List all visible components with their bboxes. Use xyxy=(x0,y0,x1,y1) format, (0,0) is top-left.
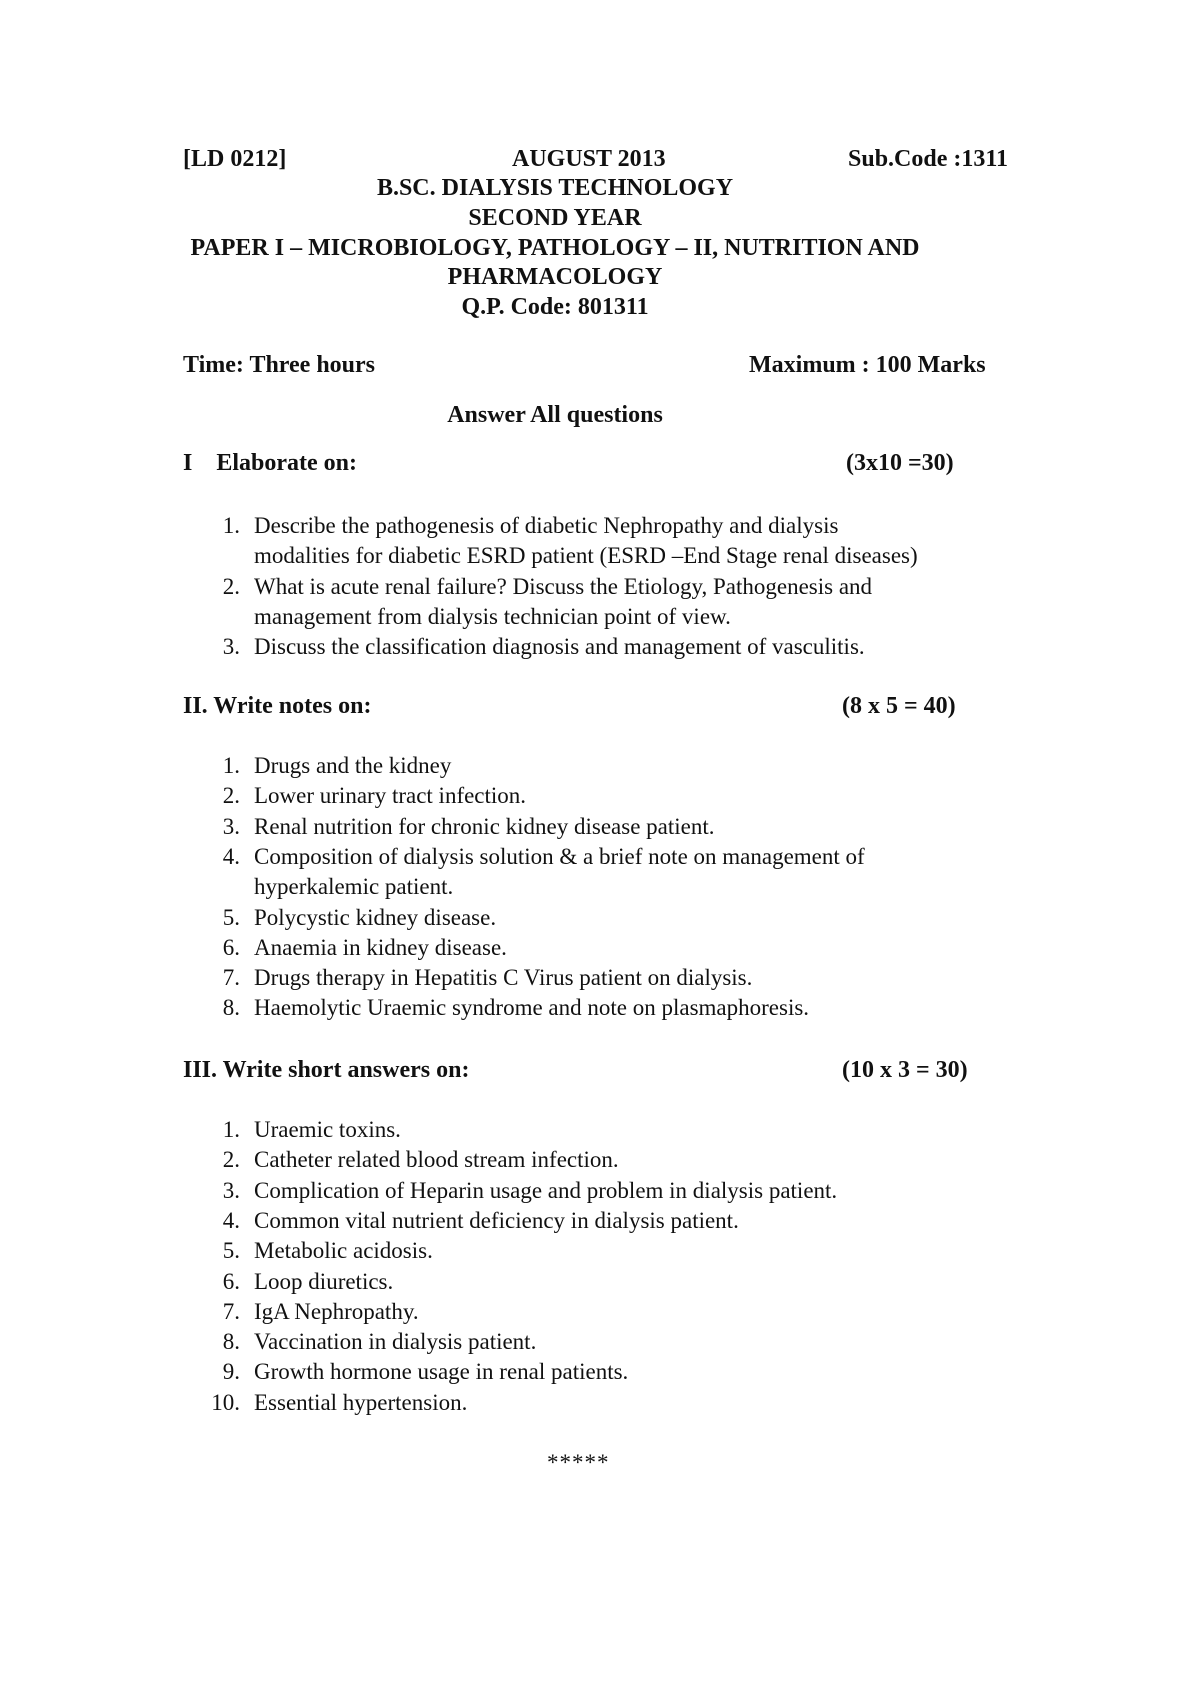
section-title: III. Write short answers on: xyxy=(183,1057,470,1083)
question-number: 2. xyxy=(222,783,240,809)
question-text: Vaccination in dialysis patient. xyxy=(254,1329,537,1355)
question-number: 4. xyxy=(222,843,240,869)
question-number: 8. xyxy=(222,1329,240,1355)
question-number: 10. xyxy=(211,1389,240,1415)
question-text: What is acute renal failure? Discuss the Etiology, Pathogenesis and xyxy=(254,573,873,599)
question-text: Complication of Heparin usage and problem in dialysis patient. xyxy=(254,1177,838,1203)
question-number: 5. xyxy=(222,904,240,930)
question-text: modalities for diabetic ESRD patient (ESRD –End Stage renal diseases) xyxy=(254,543,918,569)
question-text: IgA Nephropathy. xyxy=(254,1298,419,1324)
paper-ref: [LD 0212] xyxy=(183,146,287,172)
qp-code: Q.P. Code: 801311 xyxy=(461,294,649,320)
question-number: 2. xyxy=(222,1147,240,1173)
question-number: 1. xyxy=(222,753,240,778)
course-title: B.SC. DIALYSIS TECHNOLOGY xyxy=(376,175,734,201)
question-number: 6. xyxy=(222,934,240,960)
question-text: Haemolytic Uraemic syndrome and note on plasmaphoresis. xyxy=(254,995,810,1021)
question-text: Growth hormone usage in renal patients. xyxy=(254,1359,629,1385)
question-number: 4. xyxy=(222,1207,240,1233)
section-marks: (3x10 =30) xyxy=(846,450,954,476)
question-text: Composition of dialysis solution & a brief note on management of xyxy=(254,843,865,869)
exam-month-year: AUGUST 2013 xyxy=(512,146,666,172)
question-text: management from dialysis technician point of view. xyxy=(254,603,731,629)
question-text: Loop diuretics. xyxy=(254,1268,394,1294)
question-text: Drugs therapy in Hepatitis C Virus patient on dialysis. xyxy=(254,965,753,991)
question-number: 1. xyxy=(222,513,240,538)
end-of-paper-mark: ***** xyxy=(547,1450,610,1475)
question-text: Renal nutrition for chronic kidney disease patient. xyxy=(254,813,715,839)
question-text: Describe the pathogenesis of diabetic Nephropathy and dialysis xyxy=(254,513,839,538)
question-text: Drugs and the kidney xyxy=(254,753,452,778)
question-text: Uraemic toxins. xyxy=(254,1117,401,1142)
question-number: 3. xyxy=(222,1177,240,1203)
question-text: Anaemia in kidney disease. xyxy=(254,934,507,960)
question-text: Essential hypertension. xyxy=(254,1389,468,1415)
section-title: I Elaborate on: xyxy=(183,450,357,476)
question-number: 8. xyxy=(222,995,240,1021)
section-marks: (8 x 5 = 40) xyxy=(842,693,956,719)
paper-title-line2: PHARMACOLOGY xyxy=(447,264,663,290)
question-text: hyperkalemic patient. xyxy=(254,874,454,900)
maximum-marks: Maximum : 100 Marks xyxy=(749,352,986,378)
subject-code: Sub.Code :1311 xyxy=(848,146,1009,172)
question-number: 9. xyxy=(222,1359,240,1385)
question-number: 7. xyxy=(222,1298,240,1324)
question-number: 7. xyxy=(222,965,240,991)
question-number: 5. xyxy=(222,1238,240,1264)
section-marks: (10 x 3 = 30) xyxy=(842,1057,968,1083)
question-text: Discuss the classification diagnosis and management of vasculitis. xyxy=(254,634,865,660)
question-number: 1. xyxy=(222,1117,240,1142)
exam-time: Time: Three hours xyxy=(183,352,376,378)
section-title: II. Write notes on: xyxy=(183,693,372,719)
question-text: Polycystic kidney disease. xyxy=(254,904,497,930)
question-number: 2. xyxy=(222,573,240,599)
course-year: SECOND YEAR xyxy=(468,205,642,231)
question-number: 3. xyxy=(222,634,240,660)
question-text: Common vital nutrient deficiency in dialysis patient. xyxy=(254,1207,739,1233)
question-text: Metabolic acidosis. xyxy=(254,1238,433,1264)
instruction: Answer All questions xyxy=(447,402,663,428)
paper-title-line1: PAPER I – MICROBIOLOGY, PATHOLOGY – II, NUTRITION AND xyxy=(190,235,920,261)
question-number: 3. xyxy=(222,813,240,839)
question-text: Catheter related blood stream infection. xyxy=(254,1147,619,1173)
question-number: 6. xyxy=(222,1268,240,1294)
question-text: Lower urinary tract infection. xyxy=(254,783,527,809)
